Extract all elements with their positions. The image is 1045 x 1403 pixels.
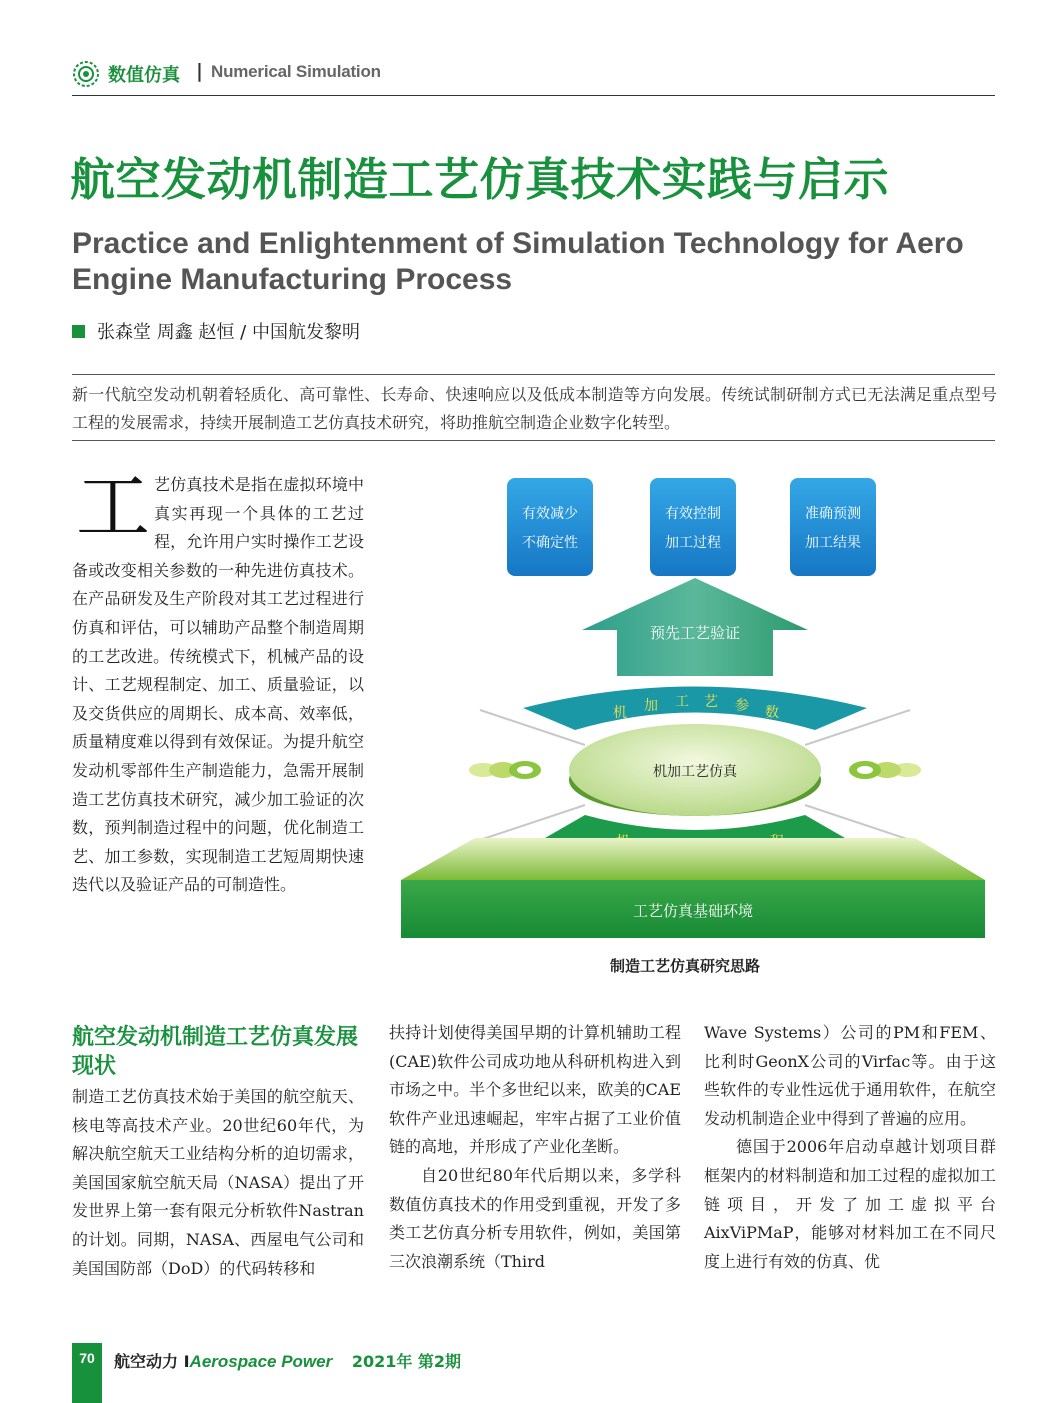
section-heading: 航空发动机制造工艺仿真发展现状 — [72, 1025, 359, 1079]
section-label-cn: 数值仿真 — [108, 65, 180, 86]
intro-text: 艺仿真技术是指在虚拟环境中真实再现一个具体的工艺过程，允许用户实时操作工艺设备或改变相关参数的一种先进仿真技术。在产品研发及生产阶段对其工艺过程进行仿真和评估，可以辅助产品整个制造周期的工艺改进。传统模式下，机械产品的设计、工艺规程制定、加工、质量验证，以及交货供应的周期长、成本高、效率低，质量精度难以得到有效保证。为提升航空发动机零部件生产制造能力，急需开展制造工艺仿真技术研究，减少加工验证的次数，预判制造过程中的问题，优化制造工艺、加工参数，实现制造工艺短周期快速迭代以及验证产品的可制造性。 — [72, 475, 364, 895]
goal-box-2-line2: 加工过程 — [665, 535, 721, 551]
author-line — [72, 318, 360, 344]
goal-box-1 — [507, 478, 593, 576]
section-logo-icon — [72, 60, 100, 88]
section-label-en: Numerical Simulation — [211, 62, 381, 81]
abstract-top-rule — [72, 374, 995, 375]
foundation-label: 工艺仿真基础环境 — [632, 902, 754, 920]
goal-box-3-line1: 准确预测 — [805, 506, 861, 522]
column-2-body — [389, 1019, 681, 1276]
journal-issue: 2021年 第2期 — [351, 1352, 462, 1371]
goal-box-1-line2: 不确定性 — [522, 535, 578, 551]
header-rule — [72, 95, 995, 96]
goal-box-2-line1: 有效控制 — [665, 506, 721, 522]
param-char-5: 参 — [735, 698, 749, 714]
figure-caption: 制造工艺仿真研究思路 — [610, 957, 761, 975]
col2-paragraph-1: 扶持计划使得美国早期的计算机辅助工程(CAE)软件公司成功地从科研机构进入到市场之中。半个多世纪以来，欧美的CAE软件产业迅速崛起，牢牢占据了工业价值链的高地，并形成了产业化垄断。 — [389, 1023, 681, 1157]
col3-paragraph-2: 德国于2006年启动卓越计划项目群框架内的材料制造和加工过程的虚拟加工链项目，开发了加工虚拟平台AixViPMaP，能够对材料加工在不同尺度上进行有效的仿真、优 — [704, 1137, 996, 1271]
drop-cap — [72, 464, 152, 550]
param-char-3: 工 — [675, 694, 689, 710]
column-3-body — [704, 1019, 996, 1276]
param-char-2: 加 — [644, 698, 658, 714]
right-ring-decoration — [849, 761, 921, 779]
journal-separator: I — [183, 1352, 190, 1371]
col3-paragraph-1: Wave Systems）公司的PM和FEM、比利时GeonX公司的Virfac等。由于这些软件的专业性远优于通用软件，在航空发动机制造企业中得到了普遍的应用。 — [704, 1023, 996, 1128]
research-approach-diagram — [395, 470, 995, 950]
validation-arrow-label: 预先工艺验证 — [649, 624, 741, 642]
abstract: 新一代航空发动机朝着轻质化、高可靠性、长寿命、快速响应以及低成本制造等方向发展。传统试制研制方式已无法满足重点型号工程的发展需求，持续开展制造工艺仿真技术研究，将助推航空制造企业数字化转型。 — [72, 385, 997, 432]
foundation-platform-top — [401, 838, 985, 880]
goal-box-3 — [790, 478, 876, 576]
drop-cap-char: 工 — [76, 464, 150, 550]
col2-paragraph-2: 自20世纪80年代后期以来，多学科数值仿真技术的作用受到重视，开发了多类工艺仿真分析专用软件，例如，美国第三次浪潮系统（Third — [389, 1165, 681, 1271]
page-number: 70 — [79, 1350, 95, 1366]
simulation-disc-label: 机加工艺仿真 — [653, 764, 737, 780]
machining-parameter-band — [523, 687, 867, 731]
article-title-cn: 航空发动机制造工艺仿真技术实践与启示 — [70, 153, 890, 206]
journal-name-cn: 航空动力 — [114, 1352, 179, 1371]
abstract-bottom-rule — [72, 440, 995, 441]
authors: 张森堂 周鑫 赵恒 / 中国航发黎明 — [97, 322, 360, 343]
left-ring-decoration — [469, 761, 541, 779]
section-separator: | — [196, 60, 203, 82]
col1-paragraph: 制造工艺仿真技术始于美国的航空航天、核电等高技术产业。20世纪60年代，为解决航空航天工业结构分析的迫切需求，美国国家航空航天局（NASA）提出了开发世界上第一套有限元分析软件Nastran的计划。同期，NASA、西屋电气公司和美国国防部（DoD）的代码转移和 — [72, 1087, 364, 1278]
article-title-en: Practice and Enlightenment of Simulation Technology for Aero Engine Manufacturing Process — [72, 227, 964, 296]
goal-box-1-line1: 有效减少 — [522, 506, 578, 522]
column-1-body — [72, 1083, 364, 1283]
param-char-6: 数 — [765, 705, 779, 721]
param-char-4: 艺 — [704, 694, 718, 710]
goal-box-3-line2: 加工结果 — [805, 535, 861, 551]
journal-name-en: Aerospace Power — [189, 1352, 333, 1371]
intro-paragraph — [72, 464, 364, 900]
param-char-1: 机 — [613, 705, 627, 721]
author-square-icon — [72, 325, 85, 338]
journal-footer — [114, 1349, 461, 1372]
goal-box-2 — [650, 478, 736, 576]
